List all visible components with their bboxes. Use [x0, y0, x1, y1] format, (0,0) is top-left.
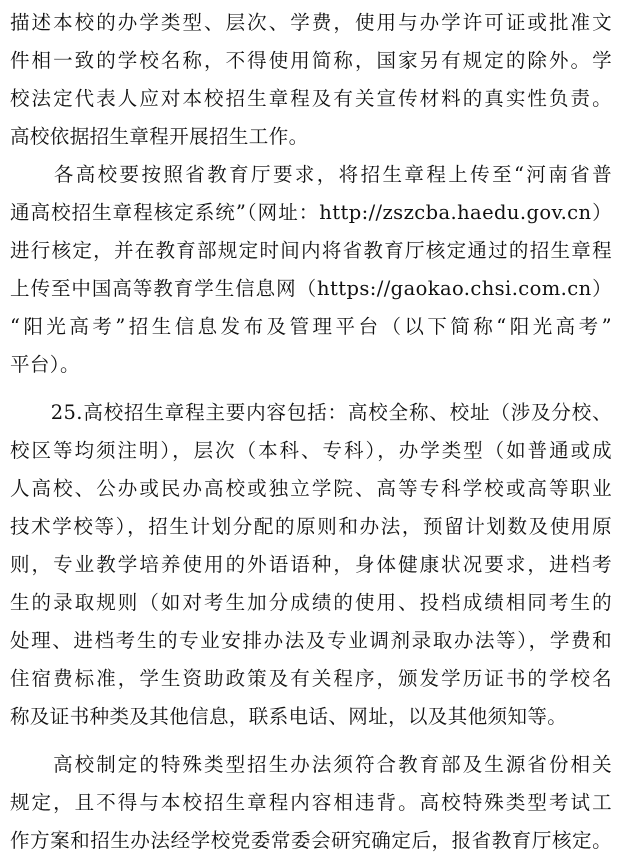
text-line: 25.高校招生章程主要内容包括：高校全称、校址（涉及分校、 [10, 401, 612, 424]
text-line: 则，专业教学培养使用的外语语种，身体健康状况要求，进档考 [10, 553, 612, 576]
text-line: 上传至中国高等教育学生信息网（https://gaokao.chsi.com.cn） [10, 277, 612, 300]
text-line: 作方案和招生办法经学校党委常委会研究确定后，报省教育厅核定。 [10, 829, 612, 852]
text-line: 高校制定的特殊类型招生办法须符合教育部及生源省份相关 [10, 753, 612, 776]
text-line: 件相一致的学校名称，不得使用简称，国家另有规定的除外。学 [10, 49, 612, 72]
text-line: 称及证书种类及其他信息，联系电话、网址，以及其他须知等。 [10, 705, 568, 728]
text-line: “阳光高考”招生信息发布及管理平台（以下简称“阳光高考” [10, 315, 612, 338]
text-line: 生的录取规则（如对考生加分成绩的使用、投档成绩相同考生的 [10, 591, 612, 614]
text-line: 通高校招生章程核定系统”（网址：http://zszcba.haedu.gov.cn） [10, 201, 612, 224]
text-line: 人高校、公办或民办高校或独立学院、高等专科学校或高等职业 [10, 477, 612, 500]
text-line: 住宿费标准，学生资助政策及有关程序，颁发学历证书的学校名 [10, 667, 612, 690]
text-line: 技术学校等），招生计划分配的原则和办法，预留计划数及使用原 [10, 515, 612, 538]
text-line: 描述本校的办学类型、层次、学费，使用与办学许可证或批准文 [10, 11, 612, 34]
text-line: 处理、进档考生的专业安排办法及专业调剂录取办法等），学费和 [10, 629, 612, 652]
text-line: 高校依据招生章程开展招生工作。 [10, 125, 309, 148]
text-line: 平台）。 [10, 353, 80, 376]
text-line: 校法定代表人应对本校招生章程及有关宣传材料的真实性负责。 [10, 87, 612, 110]
text-line: 校区等均须注明），层次（本科、专科），办学类型（如普通或成 [10, 439, 612, 462]
text-line: 规定，且不得与本校招生章程内容相违背。高校特殊类型考试工 [10, 791, 612, 814]
text-line: 各高校要按照省教育厅要求，将招生章程上传至“河南省普 [10, 163, 612, 186]
text-line: 进行核定，并在教育部规定时间内将省教育厅核定通过的招生章程 [10, 239, 612, 262]
